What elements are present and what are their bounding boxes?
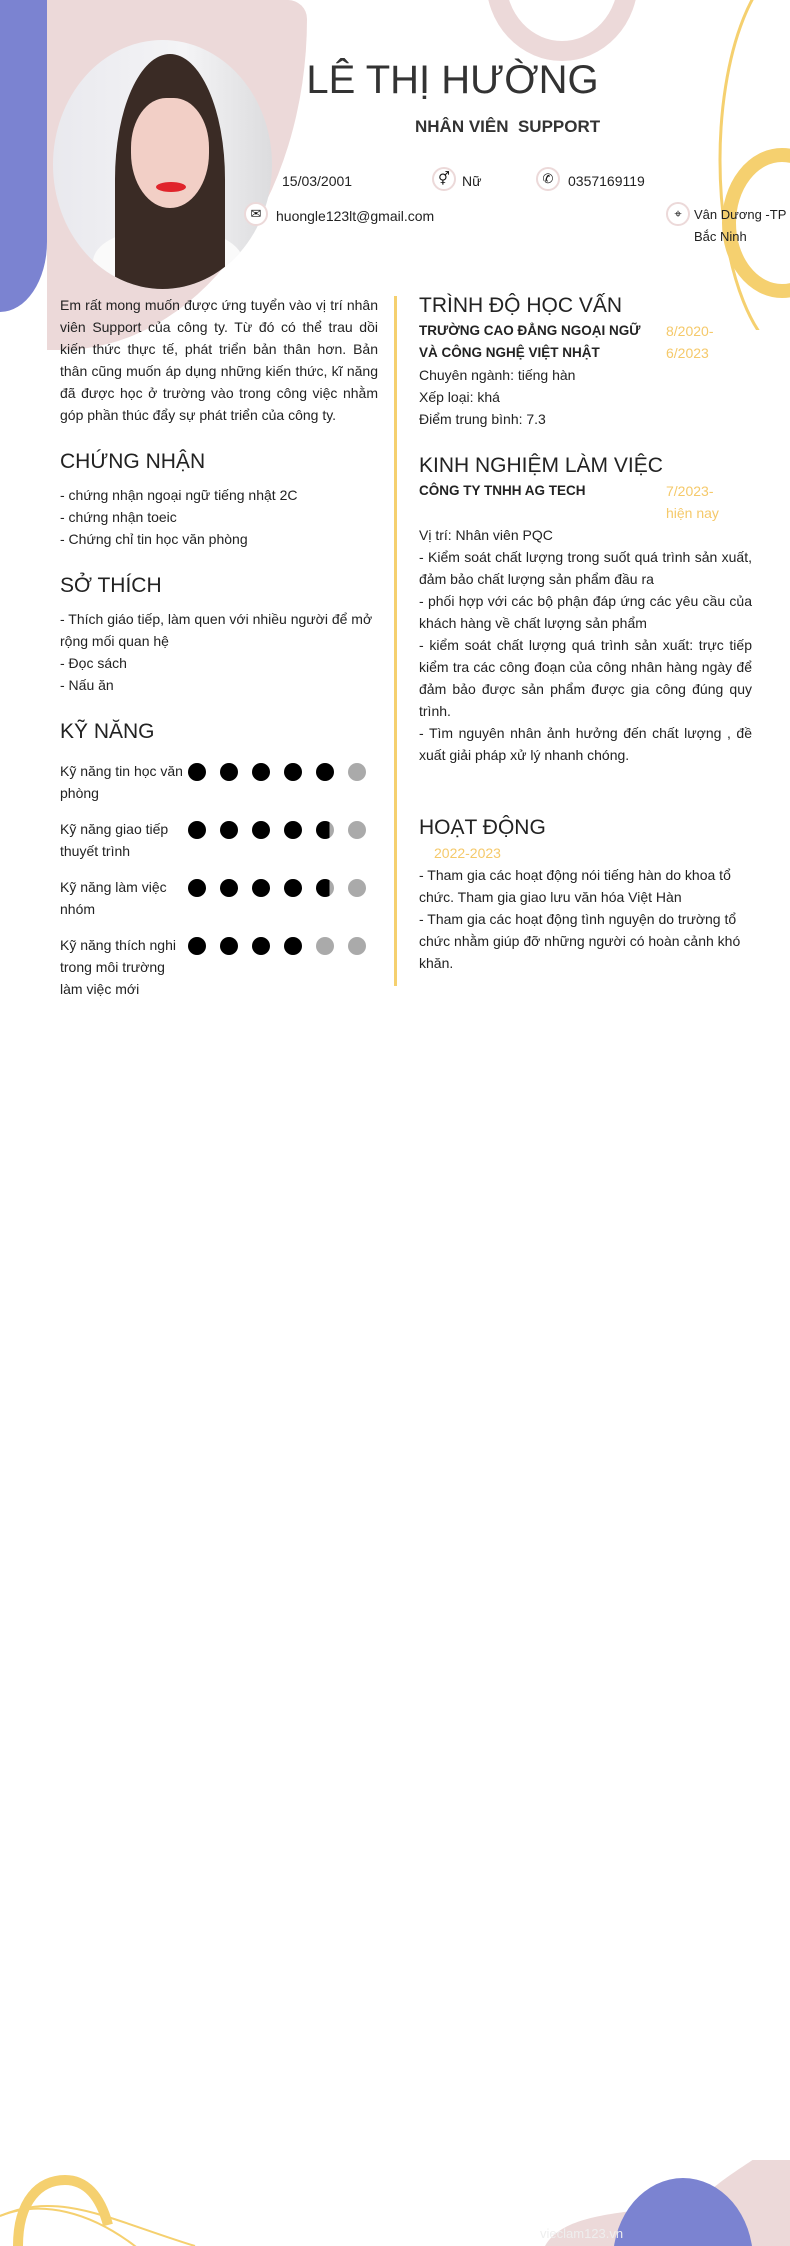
section-heading: TRÌNH ĐỘ HỌC VẤN [419, 294, 623, 317]
experience-date: 7/2023-hiện nay [666, 483, 719, 521]
profile-photo [53, 40, 272, 289]
rating-dot [348, 937, 366, 955]
rating-dot [220, 821, 238, 839]
address-line-2: Bắc Ninh [694, 229, 747, 244]
rating-dot [220, 937, 238, 955]
certificates-section [60, 448, 378, 550]
career-summary: Em rất mong muốn được ứng tuyển vào vị trí nhân viên Support của công ty. Từ đó có thể trau dồi kiến thức thực tế, phát triển bản thân hơn. Bản thân cũng muốn áp dụng những kiến thức, kĩ năng đã được học ở trường vào trong công việc nhằm góp phần thúc đẩy sự phát triển của công ty. [60, 297, 378, 423]
section-heading: HOẠT ĐỘNG [419, 816, 546, 839]
rating-dot [188, 821, 206, 839]
school-name: TRƯỜNG CAO ĐẲNG NGOẠI NGỮ VÀ CÔNG NGHỆ VIỆT NHẬT [419, 323, 641, 360]
education-detail: Xếp loại: khá [419, 389, 500, 405]
rating-dot [252, 821, 270, 839]
watermark: vieclam123.vn [540, 2226, 624, 2241]
hobbies-section [60, 572, 378, 696]
rating-dot [188, 937, 206, 955]
rating-dot [252, 879, 270, 897]
company-name: CÔNG TY TNHH AG TECH [419, 483, 586, 498]
skill-row [60, 818, 378, 862]
rating-dot [284, 937, 302, 955]
section-heading: KỸ NĂNG [60, 720, 155, 743]
skill-row [60, 934, 378, 1000]
address-line-1: Vân Dương -TP [694, 207, 787, 222]
phone-icon: ✆ [536, 167, 560, 191]
job-title: NHÂN VIÊN SUPPORT [415, 117, 601, 136]
rating-dot [316, 821, 334, 839]
rating-dot [348, 879, 366, 897]
list-item: - chứng nhận toeic [60, 509, 177, 525]
skill-rating [188, 934, 366, 955]
right-column [419, 292, 752, 974]
experience-detail: - kiểm soát chất lượng quá trình sản xuất: trực tiếp kiểm tra các công đoạn của công nhân hàng ngày để đảm bảo được sản phẩm được gia công đúng quy trình. [419, 637, 752, 719]
rating-dot [284, 879, 302, 897]
education-date: 8/2020-6/2023 [666, 323, 714, 361]
skill-name: Kỹ năng tin học văn phòng [60, 763, 183, 801]
email: huongle123lt@gmail.com [276, 208, 435, 224]
skill-name: Kỹ năng giao tiếp thuyết trình [60, 821, 169, 859]
skill-row [60, 876, 378, 920]
rating-dot [284, 763, 302, 781]
experience-detail: Vị trí: Nhân viên PQC [419, 527, 553, 543]
rating-dot [188, 879, 206, 897]
rating-dot [284, 821, 302, 839]
email-icon: ✉ [244, 202, 268, 226]
skill-rating [188, 818, 366, 839]
list-item: - Thích giáo tiếp, làm quen với nhiều người để mở rộng mối quan hệ [60, 611, 373, 649]
list-item: - Chứng chỉ tin học văn phòng [60, 531, 248, 547]
experience-detail: - Tìm nguyên nhân ảnh hưởng đến chất lượng , đề xuất giải pháp xử lý nhanh chóng. [419, 725, 752, 763]
candidate-name: LÊ THỊ HƯỜNG [306, 58, 599, 102]
skills-section [60, 718, 378, 1000]
experience-detail: - Kiểm soát chất lượng trong suốt quá trình sản xuất, đảm bảo chất lượng sản phẩm đầu ra [419, 549, 752, 587]
rating-dot [188, 763, 206, 781]
list-item: - Đọc sách [60, 655, 127, 671]
left-column [60, 294, 378, 1000]
gender-icon: ⚥ [432, 167, 456, 191]
address [694, 204, 788, 248]
rating-dot [348, 821, 366, 839]
location-icon: ⌖ [666, 202, 690, 226]
rating-dot [316, 879, 334, 897]
education-section [419, 292, 752, 430]
rating-dot [316, 763, 334, 781]
experience-detail: - phối hợp với các bộ phận đáp ứng các yêu cầu của khách hàng về chất lượng sản phẩm [419, 593, 752, 631]
list-item: - chứng nhận ngoại ngữ tiếng nhật 2C [60, 487, 298, 503]
decor-bottom [0, 2160, 790, 2246]
gender: Nữ [462, 173, 482, 189]
column-divider [394, 296, 397, 986]
rating-dot [252, 937, 270, 955]
section-heading: CHỨNG NHẬN [60, 450, 206, 473]
skill-name: Kỹ năng thích nghi trong môi trường làm việc mới [60, 937, 176, 997]
section-heading: SỞ THÍCH [60, 574, 162, 597]
rating-dot [220, 763, 238, 781]
experience-section [419, 452, 752, 766]
skill-rating [188, 876, 366, 897]
activity-detail: - Tham gia các hoạt động nói tiếng hàn do khoa tổ chức. Tham gia giao lưu văn hóa Việt Hàn [419, 867, 731, 905]
skill-name: Kỹ năng làm việc nhóm [60, 879, 167, 917]
rating-dot [252, 763, 270, 781]
section-heading: KINH NGHIỆM LÀM VIỆC [419, 454, 663, 477]
activity-detail: - Tham gia các hoạt động tình nguyện do trường tổ chức nhằm giúp đỡ những người có hoàn cảnh khó khăn. [419, 911, 741, 971]
skill-row [60, 760, 378, 804]
phone: 0357169119 [568, 173, 645, 189]
activities-date: 2022-2023 [434, 845, 501, 861]
birthdate: 15/03/2001 [282, 173, 353, 189]
list-item: - Nấu ăn [60, 677, 114, 693]
activities-section [419, 814, 752, 974]
rating-dot [316, 937, 334, 955]
rating-dot [348, 763, 366, 781]
decor-pink-ring [496, 0, 628, 51]
skill-rating [188, 760, 366, 781]
education-detail: Chuyên ngành: tiếng hàn [419, 367, 576, 383]
rating-dot [220, 879, 238, 897]
education-detail: Điểm trung bình: 7.3 [419, 411, 546, 427]
